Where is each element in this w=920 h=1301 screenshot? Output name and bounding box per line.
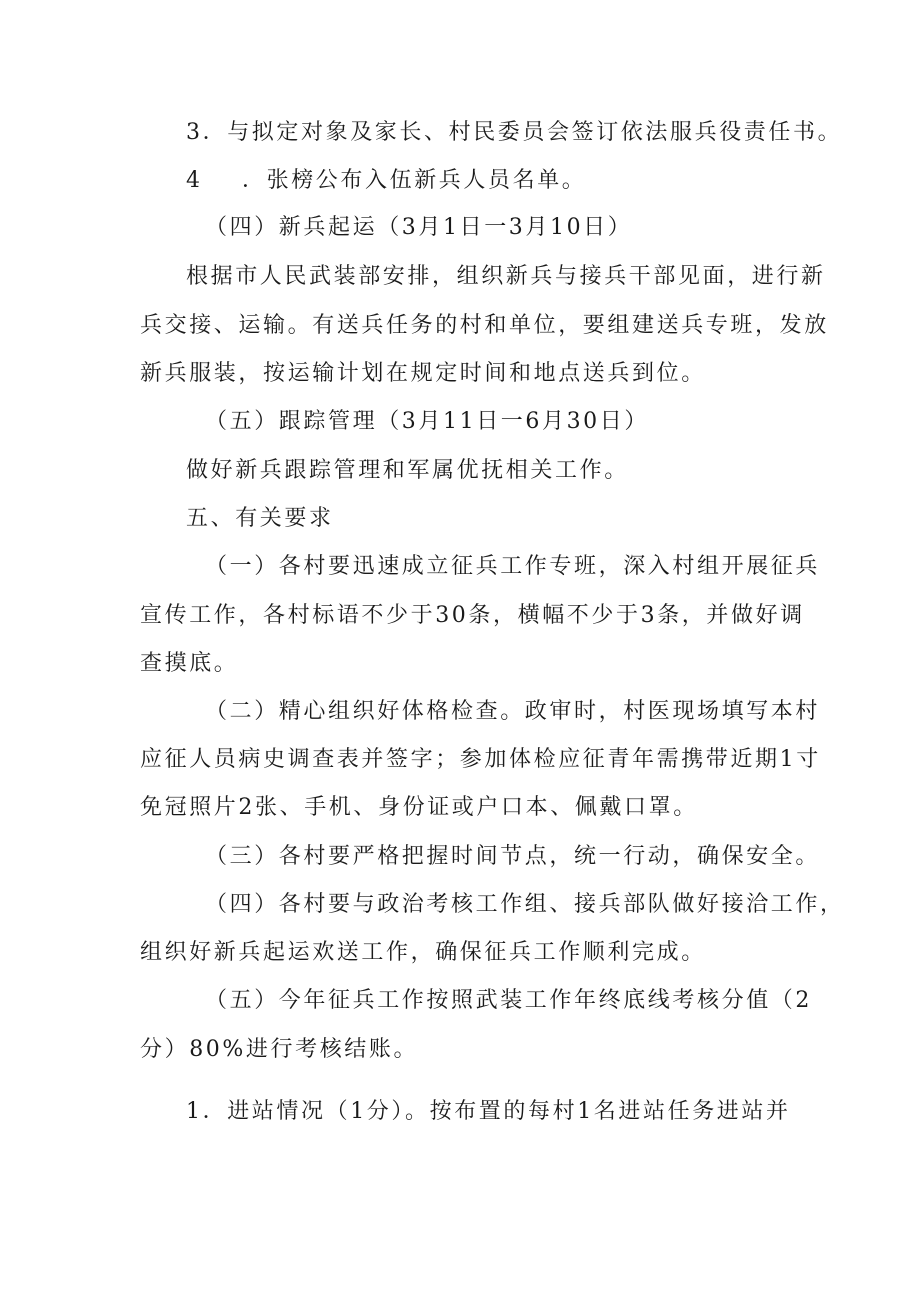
paragraph-line: （三）各村要严格把握时间节点，统一行动，确保安全。 (205, 844, 821, 869)
paragraph-line: 宣传工作，各村标语不少于30条，横幅不少于3条，并做好调 (140, 603, 805, 628)
section-heading-requirements: 五、有关要求 (186, 506, 334, 531)
paragraph-line: 新兵服装，按运输计划在规定时间和地点送兵到位。 (140, 361, 706, 386)
paragraph-line: （一）各村要迅速成立征兵工作专班，深入村组开展征兵 (205, 554, 821, 579)
paragraph-line: 根据市人民武装部安排，组织新兵与接兵干部见面，进行新 (186, 264, 826, 289)
list-item-3: 3．与拟定对象及家长、村民委员会签订依法服兵役责任书。 (186, 120, 843, 145)
list-item-4 (186, 166, 586, 196)
paragraph-line: （四）各村要与政治考核工作组、接兵部队做好接洽工作， (205, 892, 845, 917)
paragraph-line: 组织好新兵起运欢送工作，确保征兵工作顺利完成。 (140, 940, 706, 965)
list-item-text: ．张榜公布入伍新兵人员名单。 (242, 168, 587, 193)
paragraph-line: 分）80%进行考核结账。 (140, 1037, 419, 1062)
section-heading-tracking-management: （五）跟踪管理（3月11日一6月30日） (205, 409, 649, 434)
paragraph-line: 做好新兵跟踪管理和军属优抚相关工作。 (186, 458, 629, 483)
list-item-number: 4 (186, 168, 203, 193)
paragraph-line: （五）今年征兵工作按照武装工作年终底线考核分值（2 (205, 988, 812, 1013)
paragraph-line: （二）精心组织好体格检查。政审时，村医现场填写本村 (205, 699, 821, 724)
section-heading-new-recruit-departure: （四）新兵起运（3月1日一3月10日） (205, 215, 633, 240)
paragraph-line: 应征人员病史调查表并签字；参加体检应征青年需携带近期1寸 (140, 747, 821, 772)
paragraph-line: 免冠照片2张、手机、身份证或户口本、佩戴口罩。 (140, 795, 698, 820)
list-item-1: 1．进站情况（1分）。按布置的每村1名进站任务进站并 (186, 1099, 791, 1124)
paragraph-line: 兵交接、运输。有送兵任务的村和单位，要组建送兵专班，发放 (140, 313, 829, 338)
paragraph-line: 查摸底。 (140, 651, 239, 676)
